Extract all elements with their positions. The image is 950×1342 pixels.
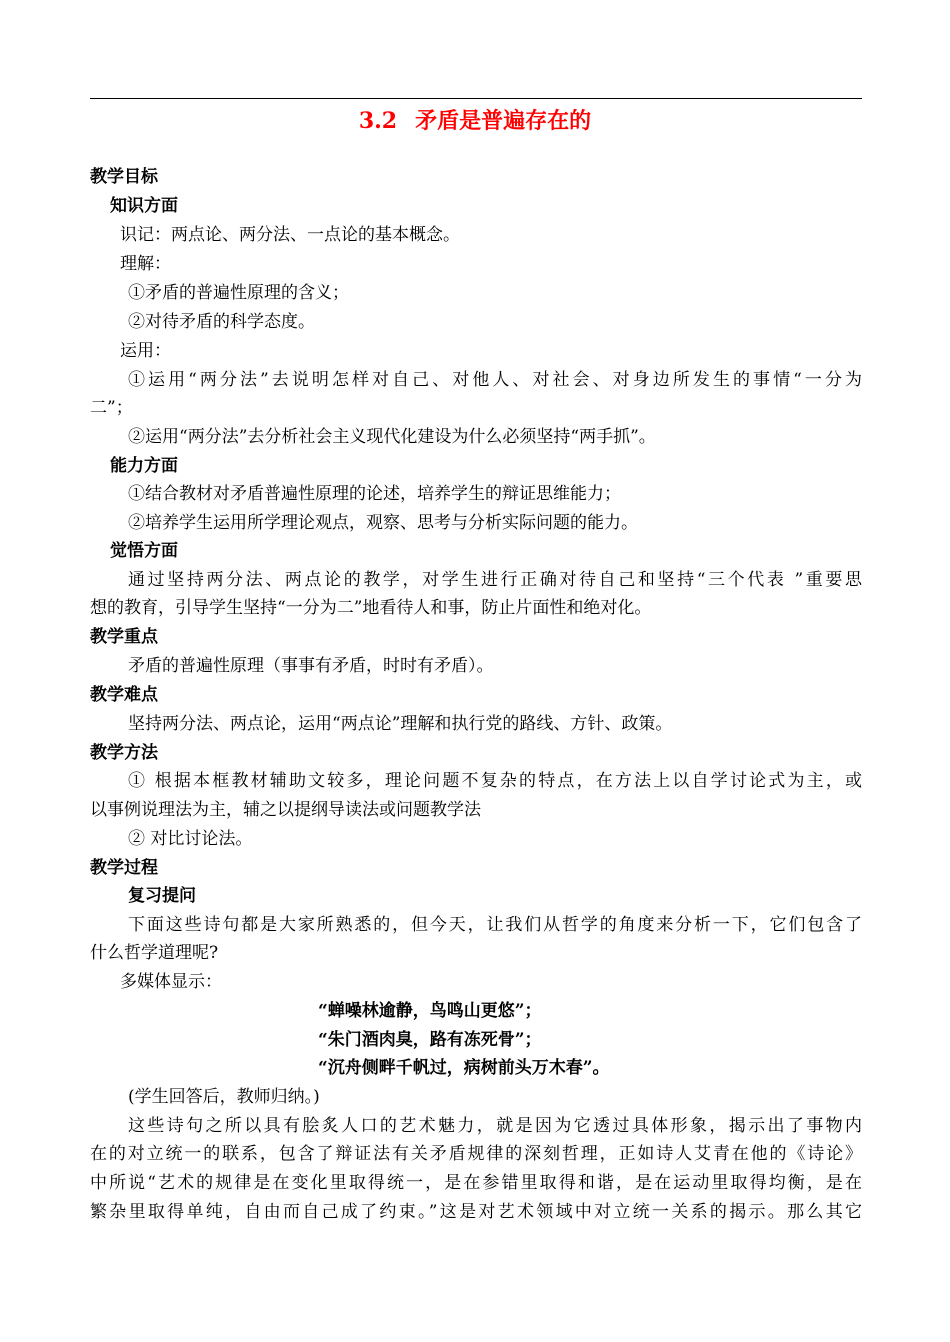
body-line: 什么哲学道理呢? <box>90 943 219 963</box>
body-line: 矛盾的普遍性原理（事事有矛盾，时时有矛盾）。 <box>128 656 494 676</box>
poem-line: “朱门酒肉臭，路有冻死骨”； <box>318 1030 542 1050</box>
body-line: 多媒体显示： <box>120 972 222 992</box>
subsection-heading: 知识方面 <box>110 196 178 216</box>
section-heading: 教学方法 <box>90 743 158 763</box>
title-text: 矛盾是普遍存在的 <box>415 108 592 134</box>
body-line: 这些诗句之所以具有脍炙人口的艺术魅力，就是因为它透过具体形象，揭示出了事物内 <box>128 1116 862 1136</box>
body-line: ① 根据本框教材辅助文较多，理论问题不复杂的特点，在方法上以自学讨论式为主，或 <box>128 771 862 791</box>
poem-line: “沉舟侧畔千帆过，病树前头万木春”。 <box>318 1058 610 1078</box>
body-line: (学生回答后，教师归纳。) <box>128 1087 320 1107</box>
body-line: 通过坚持两分法、两点论的教学，对学生进行正确对待自己和坚持“三个代表 ”重要思 <box>128 570 862 590</box>
body-line: 中所说“艺术的规律是在变化里取得统一，是在参错里取得和谐，是在运动里取得均衡，是在 <box>90 1173 862 1193</box>
section-heading: 教学难点 <box>90 685 158 705</box>
body-line: ①矛盾的普遍性原理的含义； <box>128 283 349 303</box>
section-heading: 教学过程 <box>90 858 158 878</box>
body-line: 二”； <box>90 398 133 418</box>
body-line: 在的对立统一的联系，包含了辩证法有关矛盾规律的深刻哲理，正如诗人艾青在他的《诗论》 <box>90 1144 862 1164</box>
body-line: 繁杂里取得单纯，自由而自己成了约束。”这是对艺术领域中对立统一关系的揭示。那么其它 <box>90 1202 862 1222</box>
body-line: ①运用“两分法”去说明怎样对自己、对他人、对社会、对身边所发生的事情“一分为 <box>128 370 862 390</box>
subsection-heading: 觉悟方面 <box>110 541 178 561</box>
body-line: 以事例说理法为主，辅之以提纲导读法或问题教学法 <box>90 800 481 820</box>
body-line: ②培养学生运用所学理论观点，观察、思考与分析实际问题的能力。 <box>128 513 638 533</box>
body-line: ①结合教材对矛盾普遍性原理的论述，培养学生的辩证思维能力； <box>128 484 621 504</box>
body-line: 下面这些诗句都是大家所熟悉的，但今天，让我们从哲学的角度来分析一下，它们包含了 <box>128 915 862 935</box>
body-line: 运用： <box>120 341 171 361</box>
body-line: 坚持两分法、两点论，运用“两点论”理解和执行党的路线、方针、政策。 <box>128 714 673 734</box>
body-line: ②对待矛盾的科学态度。 <box>128 312 315 332</box>
header-rule <box>90 98 862 99</box>
poem-line: “蝉噪林逾静，鸟鸣山更悠”； <box>318 1001 542 1021</box>
body-line: 理解： <box>120 254 171 274</box>
body-line: ② 对比讨论法。 <box>128 829 253 849</box>
step-heading: 复习提问 <box>128 886 196 906</box>
body-line: ②运用“两分法”去分析社会主义现代化建设为什么必须坚持“两手抓”。 <box>128 427 656 447</box>
section-heading: 教学目标 <box>90 167 158 187</box>
body-line: 识记：两点论、两分法、一点论的基本概念。 <box>120 225 460 245</box>
title-number: 3.2 <box>358 108 398 134</box>
section-heading: 教学重点 <box>90 627 158 647</box>
body-line: 想的教育，引导学生坚持“一分为二”地看待人和事，防止片面性和绝对化。 <box>90 598 652 618</box>
subsection-heading: 能力方面 <box>110 456 178 476</box>
page-title <box>0 104 950 138</box>
